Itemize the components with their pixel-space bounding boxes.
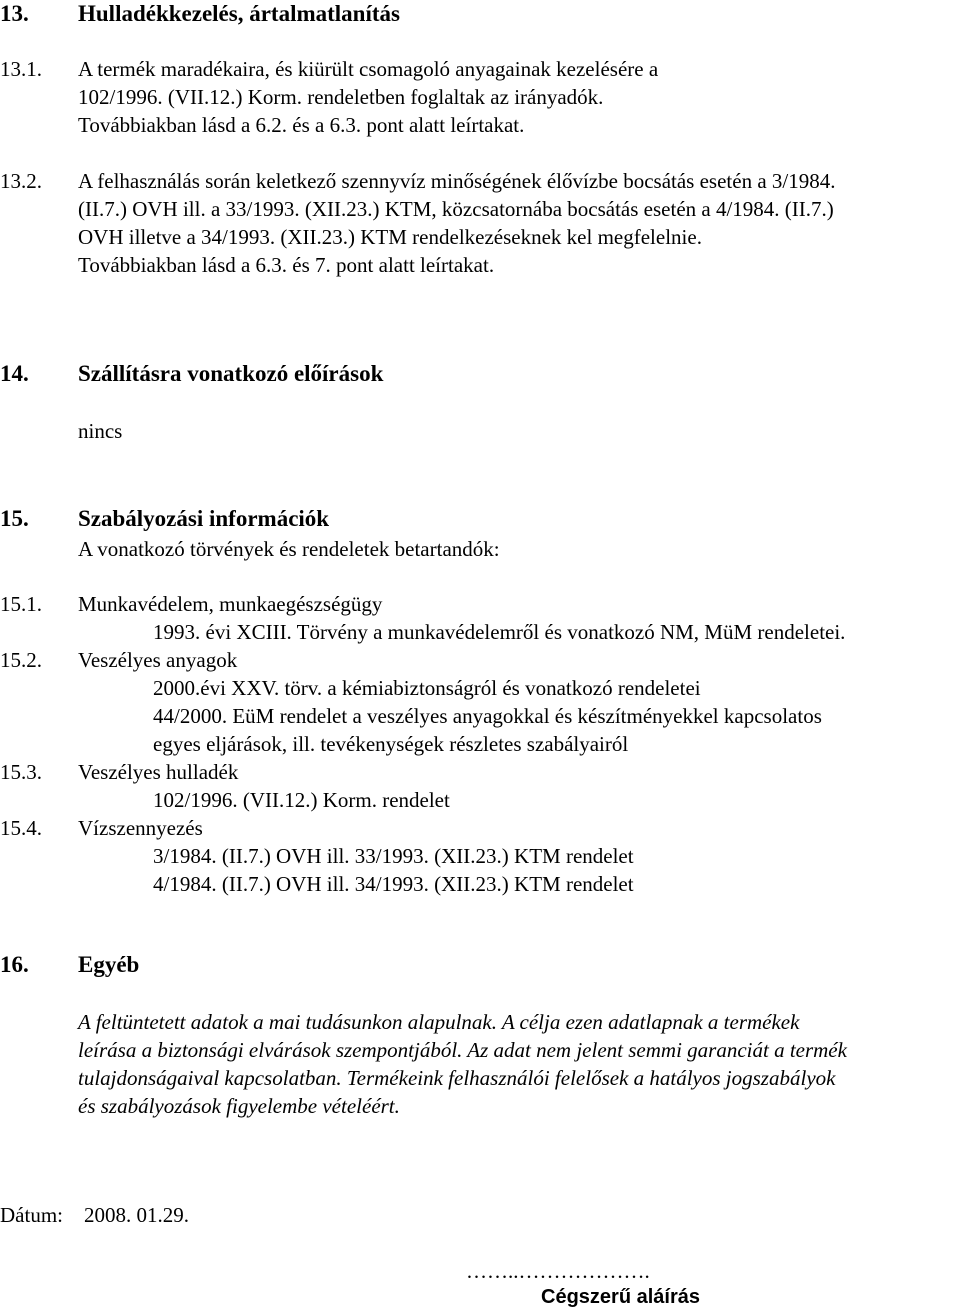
subsection-15-2-ref: egyes eljárások, ill. tevékenységek részletes szabályairól <box>153 732 629 756</box>
subsection-15-2-ref: 44/2000. EüM rendelet a veszélyes anyagokkal és készítményekkel kapcsolatos <box>153 704 822 728</box>
section-16-number: 16. <box>0 952 29 977</box>
subsection-15-3-ref: 102/1996. (VII.12.) Korm. rendelet <box>153 788 450 812</box>
subsection-13-2-line: A felhasználás során keletkező szennyvíz minőségének élővízbe bocsátás esetén a 3/1984. <box>78 169 836 193</box>
disclaimer-line: és szabályozások figyelembe vételéért. <box>78 1094 400 1118</box>
subsection-15-4-number: 15.4. <box>0 816 42 840</box>
disclaimer-line: leírása a biztonsági elvárások szempontjából. Az adat nem jelent semmi garanciát a termék <box>78 1038 847 1062</box>
date-label: Dátum: <box>0 1203 63 1227</box>
subsection-15-3-number: 15.3. <box>0 760 42 784</box>
subsection-13-1-line: A termék maradékaira, és kiürült csomagoló anyagainak kezelésére a <box>78 57 659 81</box>
section-14-body: nincs <box>78 419 123 443</box>
disclaimer-line: A feltüntetett adatok a mai tudásunkon alapulnak. A célja ezen adatlapnak a termékek <box>78 1010 800 1034</box>
section-15-intro: A vonatkozó törvények és rendeletek betartandók: <box>78 537 500 561</box>
section-13-title: Hulladékkezelés, ártalmatlanítás <box>78 1 400 26</box>
subsection-13-1-line: Továbbiakban lásd a 6.2. és a 6.3. pont alatt leírtakat. <box>78 113 525 137</box>
section-15-number: 15. <box>0 506 29 531</box>
subsection-13-1-line: 102/1996. (VII.12.) Korm. rendeletben foglaltak az irányadók. <box>78 85 604 109</box>
subsection-15-2-number: 15.2. <box>0 648 42 672</box>
subsection-13-2-line: OVH illetve a 34/1993. (XII.23.) KTM rendelkezéseknek kel megfelelnie. <box>78 225 702 249</box>
subsection-15-4-label: Vízszennyezés <box>78 816 203 840</box>
subsection-15-1-label: Munkavédelem, munkaegészségügy <box>78 592 383 616</box>
subsection-13-2-number: 13.2. <box>0 169 42 193</box>
section-13-number: 13. <box>0 1 29 26</box>
subsection-13-2-line: (II.7.) OVH ill. a 33/1993. (XII.23.) KTM, közcsatornába bocsátás esetén a 4/1984. (II.7.) <box>78 197 834 221</box>
section-15-title: Szabályozási információk <box>78 506 330 531</box>
section-14-title: Szállításra vonatkozó előírások <box>78 361 384 386</box>
date-value: 2008. 01.29. <box>84 1203 189 1227</box>
subsection-15-3-label: Veszélyes hulladék <box>78 760 239 784</box>
signature-label: Cégszerű aláírás <box>541 1286 700 1308</box>
disclaimer-line: tulajdonságaival kapcsolatban. Termékeink felhasználói felelősek a hatályos jogszabályok <box>78 1066 836 1090</box>
subsection-15-1-ref: 1993. évi XCIII. Törvény a munkavédelemről és vonatkozó NM, MüM rendeletei. <box>153 620 846 644</box>
subsection-13-2-line: Továbbiakban lásd a 6.3. és 7. pont alatt leírtakat. <box>78 253 495 277</box>
signature-line: ……..………………. <box>466 1259 650 1283</box>
subsection-15-4-ref: 3/1984. (II.7.) OVH ill. 33/1993. (XII.23.) KTM rendelet <box>153 844 634 868</box>
subsection-15-2-label: Veszélyes anyagok <box>78 648 238 672</box>
subsection-15-4-ref: 4/1984. (II.7.) OVH ill. 34/1993. (XII.23.) KTM rendelet <box>153 872 634 896</box>
section-16-title: Egyéb <box>78 952 140 977</box>
subsection-15-2-ref: 2000.évi XXV. törv. a kémiabiztonságról és vonatkozó rendeletei <box>153 676 701 700</box>
subsection-13-1-number: 13.1. <box>0 57 42 81</box>
section-14-number: 14. <box>0 361 29 386</box>
subsection-15-1-number: 15.1. <box>0 592 42 616</box>
